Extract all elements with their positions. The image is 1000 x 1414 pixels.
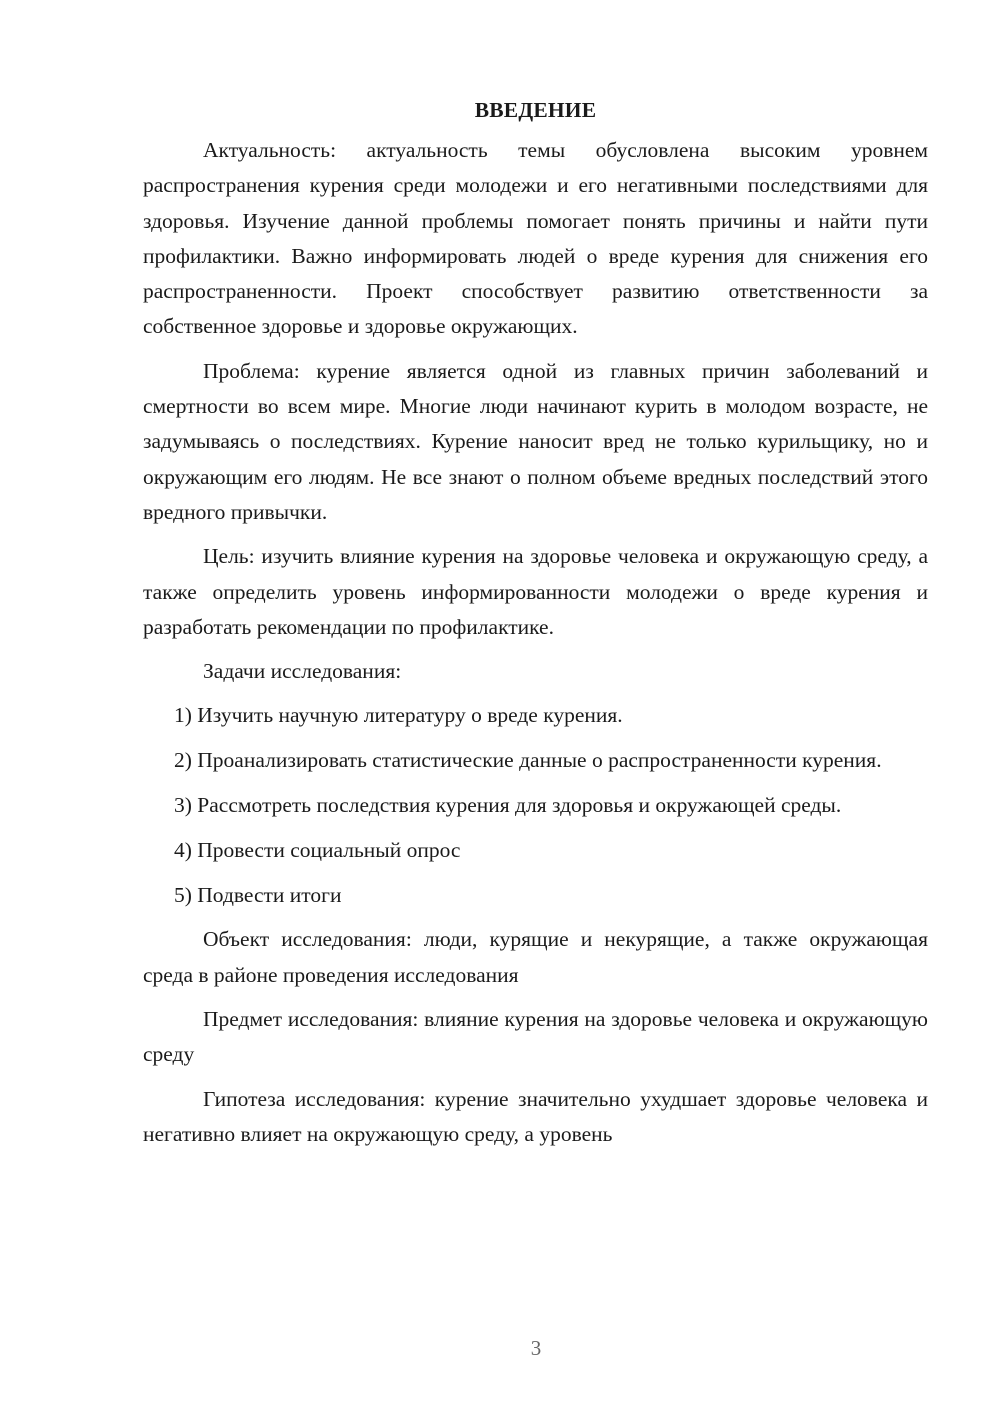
task-item-1: 1) Изучить научную литературу о вреде курения. — [174, 703, 623, 728]
paragraph-subject: Предмет исследования: влияние курения на здоровье человека и окружающую среду — [143, 1007, 928, 1067]
paragraph-problem: Проблема: курение является одной из главных причин заболеваний и смертности во всем мире. Многие люди начинают курить в молодом возрасте, не задумываясь о последствиях. Курение наносит вред не только курильщику, но и окружающим его людям. Не все знают о полном объеме вредных последствий этого вредного привычки. — [143, 358, 928, 524]
paragraph-goal: Цель: изучить влияние курения на здоровье человека и окружающую среду, а также определить уровень информированности молодежи о вреде курения и разработать рекомендации по профилактике. — [143, 544, 928, 639]
paragraph-relevance: Актуальность: актуальность темы обусловлена высоким уровнем распространения курения среди молодежи и его негативными последствиями для здоровья. Изучение данной проблемы помогает понять причины и найти пути профилактики. Важно информировать людей о вреде курения для снижения его распространенности. Проект способствует развитию ответственности за собственное здоровье и здоровье окружающих. — [143, 138, 928, 339]
task-item-3: 3) Рассмотреть последствия курения для здоровья и окружающей среды. — [174, 793, 842, 818]
task-item-5: 5) Подвести итоги — [174, 882, 342, 907]
task-item-4: 4) Провести социальный опрос — [174, 837, 461, 862]
page-content — [143, 96, 928, 1152]
tasks-list — [143, 698, 928, 912]
task-item-2: 2) Проанализировать статистические данные о распространенности курения. — [174, 748, 882, 773]
page-number: 3 — [530, 1336, 542, 1360]
section-title: ВВЕДЕНИЕ — [474, 98, 597, 122]
tasks-heading: Задачи исследования: — [203, 659, 402, 684]
paragraph-hypothesis: Гипотеза исследования: курение значительно ухудшает здоровье человека и негативно влияет на окружающую среду, а уровень — [143, 1086, 928, 1146]
paragraph-object: Объект исследования: люди, курящие и некурящие, а также окружающая среда в районе проведения исследования — [143, 927, 928, 987]
